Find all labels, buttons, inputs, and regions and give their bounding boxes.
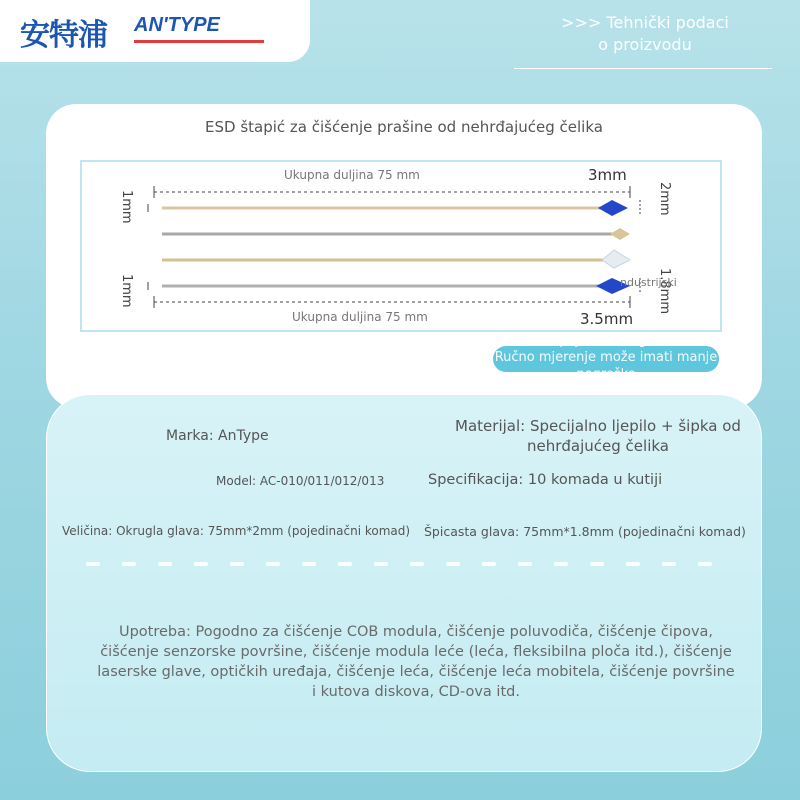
sticks-illustration <box>82 162 720 330</box>
diameter-1mm-bottom: 1mm <box>119 274 134 308</box>
tip-width-3mm: 3mm <box>588 166 627 184</box>
section-title <box>520 12 770 56</box>
usage-description: Upotreba: Pogodno za čišćenje COB modula, čišćenje poluvodiča, čišćenje čipova, čišćenje senzorske površine, čišćenje modula leće (leća, fleksibilna ploča itd.), čišćenje laserske glave, optičkih uređaja, čišćenje leća, čišćenje leća mobitela, čišćenje površine i kutova diskova, CD-ova itd. <box>97 624 735 700</box>
section-title-line2: o proizvodu <box>598 35 692 54</box>
spec-size-round: Veličina: Okrugla glava: 75mm*2mm (pojedinačni komad) <box>62 524 411 538</box>
spec-size-pointed: Špicasta glava: 75mm*1.8mm (pojedinačni komad) <box>424 524 746 539</box>
brand-logo-chinese: 安特浦 <box>20 18 107 53</box>
logo-underline <box>134 40 264 43</box>
total-length-label-bottom: Ukupna duljina 75 mm <box>292 310 428 324</box>
spec-material <box>448 416 748 456</box>
spec-brand: Marka: AnType <box>166 428 269 444</box>
header-logo-area <box>0 0 310 62</box>
head-2mm-label: 2mm <box>657 182 672 216</box>
section-title-line1: >>> Tehnički podaci <box>561 13 729 32</box>
measurement-note: Veličina pojedinačnog komada: Ručno mjerenje može imati manje pogreške <box>494 333 718 382</box>
spec-specification: Specifikacija: 10 komada u kutiji <box>428 472 663 488</box>
head-1-8mm-label: 1.8mm <box>657 268 672 315</box>
total-length-label-top: Ukupna duljina 75 mm <box>284 168 420 182</box>
header-divider <box>514 68 772 69</box>
spec-material-line1: Materijal: Specijalno ljepilo + šipka od <box>455 417 741 435</box>
brand-logo-latin: AN'TYPE <box>134 14 220 36</box>
spec-model: Model: AC-010/011/012/013 <box>216 474 385 488</box>
diameter-1mm-top: 1mm <box>119 190 134 224</box>
spec-material-line2: nehrđajućeg čelika <box>527 437 669 455</box>
tip-width-3-5mm: 3.5mm <box>580 310 634 328</box>
product-title: ESD štapić za čišćenje prašine od nehrđajućeg čelika <box>205 118 603 136</box>
dimension-diagram <box>80 160 722 332</box>
dashed-divider <box>86 562 716 568</box>
product-diagram-card <box>46 104 762 408</box>
overlay-text: ndustrijski <box>620 276 677 289</box>
